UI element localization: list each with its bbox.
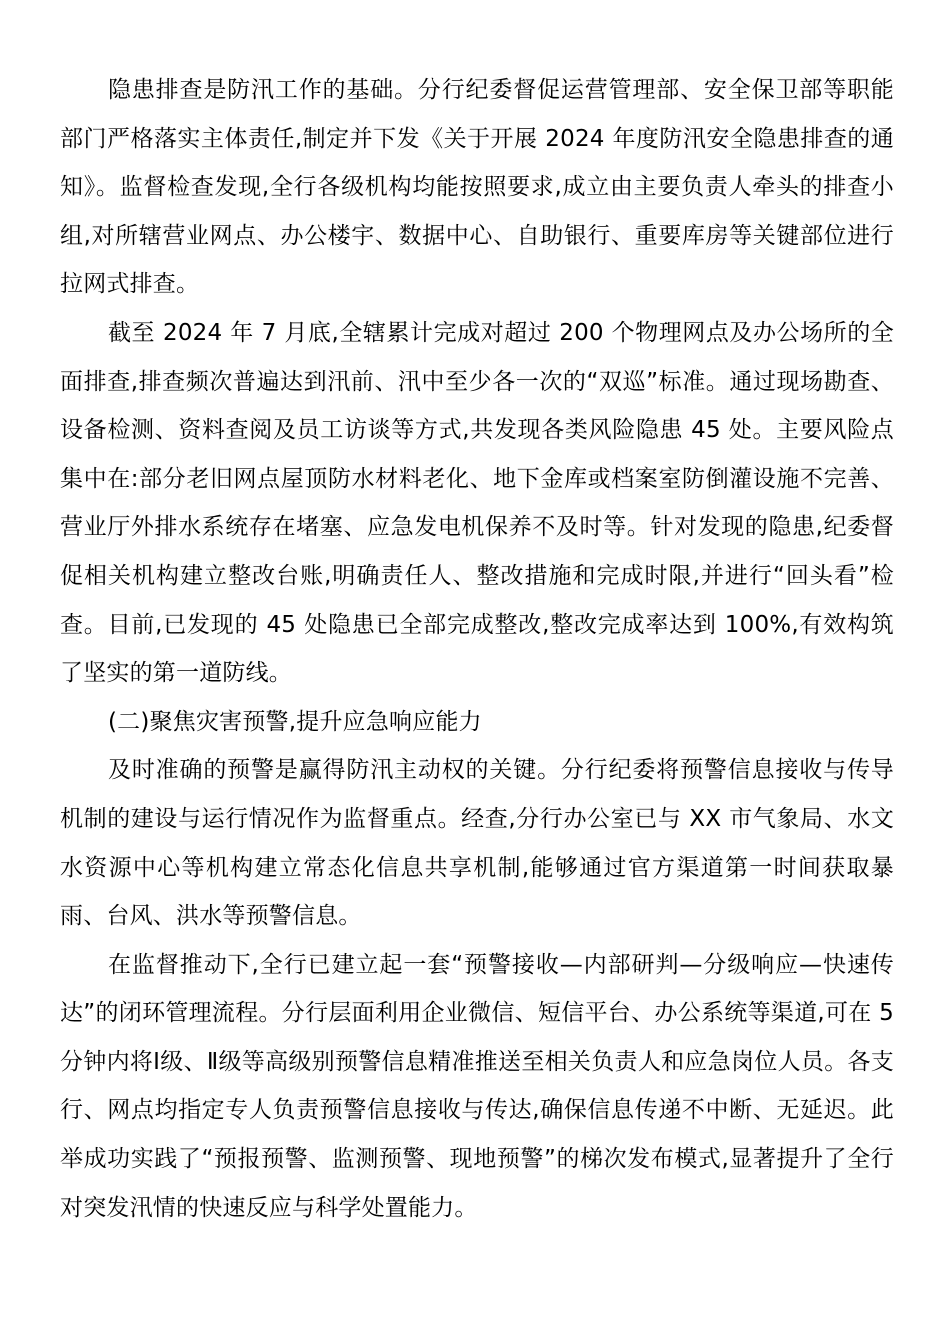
paragraph-warning-mechanism: 及时准确的预警是赢得防汛主动权的关键。分行纪委将预警信息接收与传导机制的建设与运行情况作为监督重点。经查,分行办公室已与 XX 市气象局、水文水资源中心等机构建立常态化信息共享机制,能够通过官方渠道第一时间获取暴雨、台风、洪水等预警信息。 xyxy=(60,757,894,930)
paragraph-inspection-results: 截至 2024 年 7 月底,全辖累计完成对超过 200 个物理网点及办公场所的全面排查,排查频次普遍达到汛前、汛中至少各一次的“双巡”标准。通过现场勘查、设备检测、资料查阅及员工访谈等方式,共发现各类风险隐患 45 处。主要风险点集中在:部分老旧网点屋顶防水材料老化、地下金库或档案室防倒灌设施不完善、营业厅外排水系统存在堵塞、应急发电机保养不及时等。针对发现的隐患,纪委督促相关机构建立整改台账,明确责任人、整改措施和完成时限,并进行“回头看”检查。目前,已发现的 45 处隐患已全部完成整改,整改完成率达到 100%,有效构筑了坚实的第一道防线。 xyxy=(60,319,894,687)
paragraph-closed-loop-process: 在监督推动下,全行已建立起一套“预警接收—内部研判—分级响应—快速传达”的闭环管理流程。分行层面利用企业微信、短信平台、办公系统等渠道,可在 5 分钟内将Ⅰ级、Ⅱ级等高级别预警信息精准推送至相关负责人和应急岗位人员。各支行、网点均指定专人负责预警信息接收与传达,确保信息传递不中断、无延迟。此举成功实践了“预报预警、监测预警、现地预警”的梯次发布模式,显著提升了全行对突发汛情的快速反应与科学处置能力。 xyxy=(60,951,894,1221)
section-heading-disaster-warning: (二)聚焦灾害预警,提升应急响应能力 xyxy=(108,708,482,735)
document-page xyxy=(60,66,894,1232)
paragraph-hazard-inspection-basis: 隐患排查是防汛工作的基础。分行纪委督促运营管理部、安全保卫部等职能部门严格落实主体责任,制定并下发《关于开展 2024 年度防汛安全隐患排查的通知》。监督检查发现,全行各级机构均能按照要求,成立由主要负责人牵头的排查小组,对所辖营业网点、办公楼宇、数据中心、自助银行、重要库房等关键部位进行拉网式排查。 xyxy=(60,77,894,298)
